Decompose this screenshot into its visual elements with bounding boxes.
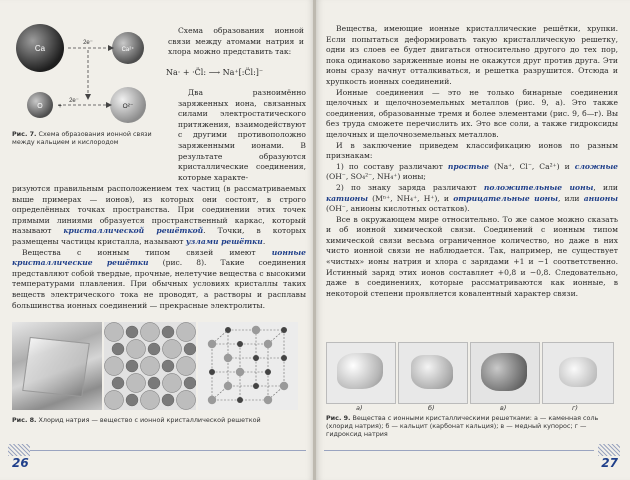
lattice-node (224, 354, 232, 362)
packing-ion (141, 323, 160, 342)
lattice-node (265, 369, 271, 375)
packing-ion (105, 357, 124, 376)
fig9-label-b: б) (428, 404, 435, 412)
fig9-label-a: а) (356, 404, 363, 412)
label-e-top: 2e⁻ (83, 40, 93, 46)
fig9-caption: Рис. 9. Вещества с ионными кристаллическими решетками: а — каменная соль (хлорид натрия); б — кальцит (карбонат кальция); в — медный купорос; г — гидроксид натрия (326, 414, 599, 438)
lattice-node (236, 368, 244, 376)
label-e-bottom: 2e⁻ (69, 98, 79, 104)
lattice-node (253, 383, 259, 389)
lattice-node (224, 382, 232, 390)
packing-ion (127, 340, 146, 359)
fig9-label-d: г) (572, 404, 578, 412)
footer-rule-right (324, 450, 594, 451)
packing-ion (162, 360, 174, 372)
packing-ion (148, 377, 160, 389)
lattice-node (264, 340, 272, 348)
packing-ion (105, 391, 124, 410)
packing-ion (127, 374, 146, 393)
lattice-node (280, 382, 288, 390)
para1-continuation: ризуются правильным расположением тех частиц (в рассматриваемых выше примерах — ионов), из которых они состоят, в строго определённых точках пространства. При соединении этих точек прямыми линиями образуется пространственный каркас, который называют кристаллической решёткой. Точки, в которых размещены частицы кристалла, называют узлами решётки. Вещества с ионным типом связей имеют ионные кристаллические решётки (рис. 8). Такие соединения представляют собой твердые, прочные, нелетучие вещества с высокими температурами плавления. При обычных условиях кристаллы таких веществ электрического тока не проводят, а растворы и расплавы большинства ионных соединений — прекрасные электролиты. (12, 184, 306, 310)
label-o-ion: O²⁻ (122, 103, 134, 110)
lattice-node (209, 369, 215, 375)
scheme-text: Схема образования ионной связи между атомами натрия и хлора можно представить так: (168, 26, 304, 57)
packing-ion (112, 343, 124, 355)
lattice-node (208, 340, 216, 348)
packing-ion (105, 323, 124, 342)
page-corner-hatch-left (8, 444, 30, 456)
packing-ion (163, 340, 182, 359)
lattice-node (281, 327, 287, 333)
fig9-label-c: в) (500, 404, 507, 412)
page-number-left: 26 (12, 456, 29, 470)
lattice-node (237, 397, 243, 403)
fig7-caption: Рис. 7. Схема образования ионной связи между кальцием и кислородом (12, 130, 152, 146)
term-lattice: кристаллической решёткой (63, 226, 204, 236)
packing-ion (141, 391, 160, 410)
packing-ion (126, 360, 138, 372)
para1-right-column: Два разноимённо заряженных иона, связанных силами электростатического притяжения, взаимодействуют с другими противоположно заряженными ионами. В результате образуются кристаллические соединения, которые характе- (178, 88, 306, 182)
packing-ion (162, 394, 174, 406)
equation: Na· + ·C̈l: ⟶ Na⁺[:C̈l:]⁻ (166, 68, 264, 77)
right-page (316, 0, 630, 480)
right-body-text: Вещества, имеющие ионные кристаллические решётки, хрупки. Если попытаться деформировать такую кристаллическую решетку, одни из слоев ее будет двигаться относительно другого до тех пор, пока одинаково заряженные ионы не окажутся друг против друга. Эти ионы сразу начнут отталкиваться, и решетка разрушится. Отсюда и хрупкость ионных соединений. Ионные соединения — это не только бинарные соединения щелочных и щелочноземельных металлов (рис. 9, а). Это также соединения, образованные тремя и более элементами (рис. 9, б—г). Вы без труда сможете перечислить их. Это все соли, а также гидроксиды щелочных и щелочноземельных металлов. И в заключение приведем классификацию ионов по разным признакам: 1) по составу различают простые (Na⁺, Cl⁻, Ca²⁺) и сложные (OH⁻, SO₄²⁻, NH₄⁺) ионы; 2) по знаку заряда различают положительные ионы, или катионы (Mⁿ⁺, NH₄⁺, H⁺), и отрицательные ионы, или анионы (OH⁻, анионы кислотных остатков). Все в окружающем мире относительно. То же самое можно сказать и об ионной химической связи. Соединений с ионным типом химической связи весьма ограниченное количество, но даже в них чисто ионной связи не наблюдается. Так, например, не существует «чистых» ионы натрия и хлора с зарядами +1 и −1 соответственно. Истинный заряд этих ионов составляет +0,8 и −0,8. Следовательно, даже в соединениях, которые рассматриваются как ионные, в некоторой степени проявляется ковалентный характер связи. (326, 24, 619, 298)
packing-ion (126, 326, 138, 338)
packing-ion (112, 377, 124, 389)
lattice-node (208, 396, 216, 404)
packing-ion (177, 323, 196, 342)
lattice-node (264, 396, 272, 404)
fig9-copper-sulfate-image (470, 342, 540, 404)
fig9-calcite-image (398, 342, 468, 404)
lattice-node (253, 355, 259, 361)
term-ionic: ионные кристаллические решётки (12, 247, 306, 268)
label-ca-ion: Ca²⁺ (121, 47, 135, 53)
left-page (0, 0, 314, 480)
fig8-caption: Рис. 8. Хлорид натрия — вещество с ионной кристаллической решеткой (12, 416, 261, 424)
packing-ion (184, 377, 196, 389)
lattice-node (225, 327, 231, 333)
fig8-lattice-model (198, 322, 298, 410)
packing-ion (141, 357, 160, 376)
label-ca: Ca (34, 44, 46, 53)
label-plus: + (57, 103, 63, 110)
packing-ion (162, 326, 174, 338)
packing-ion (177, 391, 196, 410)
lattice-node (252, 326, 260, 334)
fig8-salt-crystal-photo (12, 322, 102, 410)
term-nodes: узлами решётки (185, 236, 263, 246)
packing-ion (163, 374, 182, 393)
footer-rule-left (30, 450, 306, 451)
packing-ion (184, 343, 196, 355)
page-corner-hatch-right (598, 444, 620, 456)
fig7-ionic-bond-diagram (10, 20, 160, 130)
lattice-node (237, 341, 243, 347)
packing-ion (126, 394, 138, 406)
fig8-ion-packing-model (104, 322, 196, 410)
label-o: O (37, 103, 43, 110)
packing-ion (148, 343, 160, 355)
page-number-right: 27 (601, 456, 618, 470)
fig9-sodium-hydroxide-image (542, 342, 614, 404)
fig9-rock-salt-image (326, 342, 396, 404)
packing-ion (177, 357, 196, 376)
lattice-node (281, 355, 287, 361)
